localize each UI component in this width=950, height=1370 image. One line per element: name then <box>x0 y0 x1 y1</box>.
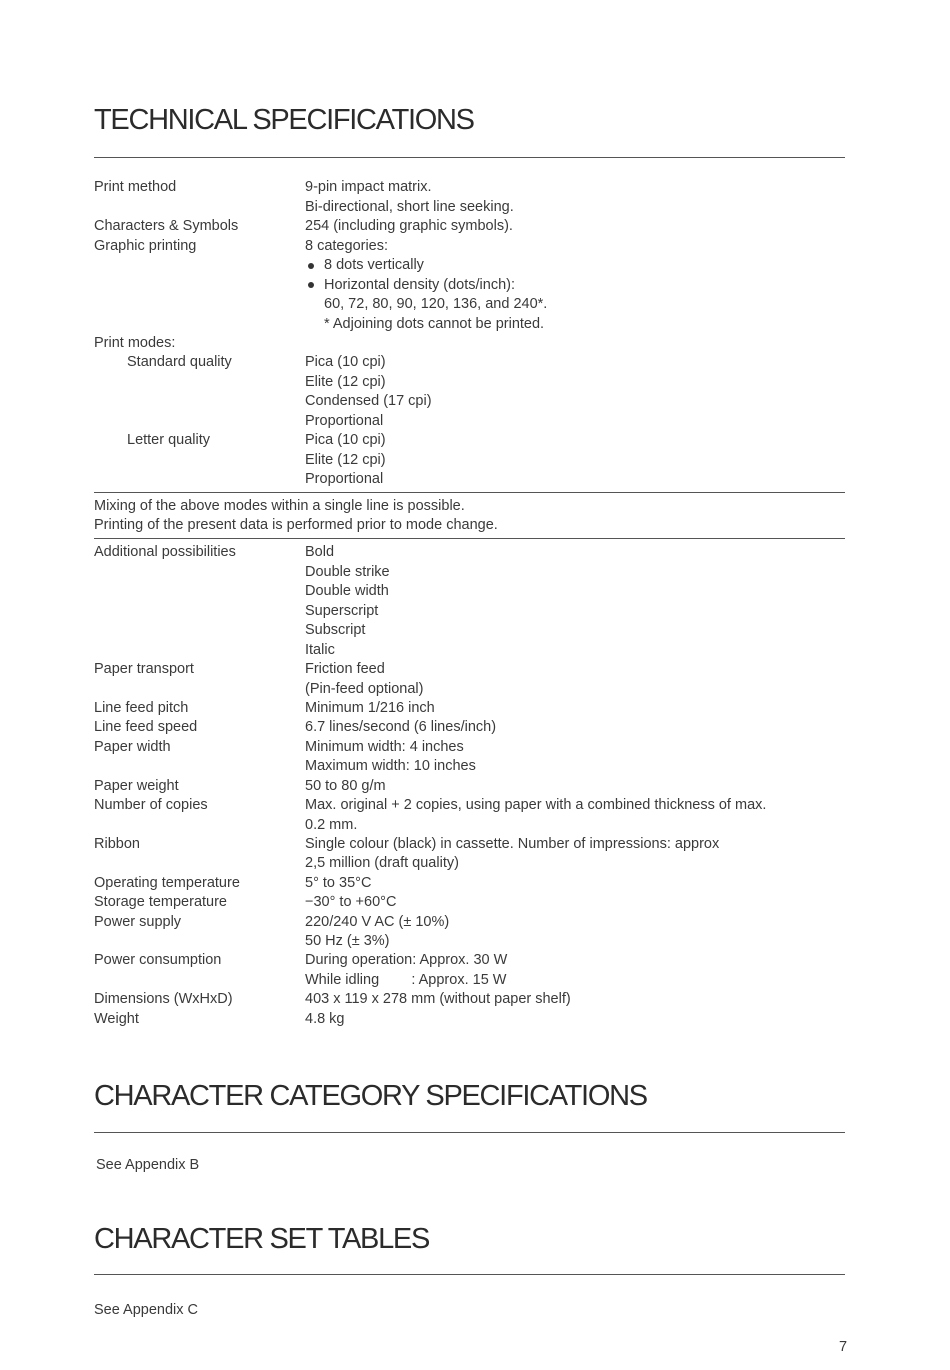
characters-value: 254 (including graphic symbols). <box>305 218 513 234</box>
paper-transport-value: Friction feed <box>305 661 385 677</box>
paper-width-label: Paper width <box>94 739 171 755</box>
graphic-printing-bullet: 8 dots vertically <box>324 257 424 273</box>
modes-note: Mixing of the above modes within a single line is possible. <box>94 498 465 514</box>
additional-label: Additional possibilities <box>94 544 236 560</box>
storage-temperature-label: Storage temperature <box>94 894 227 910</box>
additional-value: Subscript <box>305 622 366 638</box>
power-consumption-label: Power consumption <box>94 952 222 968</box>
paper-width-value: Maximum width: 10 inches <box>305 758 476 774</box>
graphic-printing-label: Graphic printing <box>94 238 197 254</box>
power-consumption-value: While idling : Approx. 15 W <box>305 972 507 988</box>
paper-weight-value: 50 to 80 g/m <box>305 778 386 794</box>
power-supply-value: 50 Hz (± 3%) <box>305 933 390 949</box>
section-rule <box>94 492 845 493</box>
additional-value: Italic <box>305 642 335 658</box>
print-method-label: Print method <box>94 179 177 195</box>
ribbon-value: Single colour (black) in cassette. Number of impressions: approx <box>305 836 720 852</box>
bullet-icon <box>308 263 314 269</box>
section-rule <box>94 538 845 539</box>
power-supply-label: Power supply <box>94 914 182 930</box>
additional-value: Double width <box>305 583 389 599</box>
ribbon-label: Ribbon <box>94 836 140 852</box>
weight-label: Weight <box>94 1011 139 1027</box>
appendix-c-reference: See Appendix C <box>94 1302 198 1318</box>
line-feed-speed-value: 6.7 lines/second (6 lines/inch) <box>305 719 497 735</box>
heading-rule <box>94 157 845 158</box>
dimensions-value: 403 x 119 x 278 mm (without paper shelf) <box>305 991 571 1007</box>
heading-rule <box>94 1132 845 1133</box>
character-set-tables-heading: CHARACTER SET TABLES <box>94 1223 429 1255</box>
copies-label: Number of copies <box>94 797 208 813</box>
characters-label: Characters & Symbols <box>94 218 239 234</box>
standard-quality-value: Pica (10 cpi) <box>305 354 386 370</box>
paper-transport-label: Paper transport <box>94 661 194 677</box>
print-method-value: 9-pin impact matrix. <box>305 179 432 195</box>
dimensions-label: Dimensions (WxHxD) <box>94 991 233 1007</box>
letter-quality-value: Elite (12 cpi) <box>305 452 386 468</box>
letter-quality-label: Letter quality <box>127 432 211 448</box>
standard-quality-label: Standard quality <box>127 354 232 370</box>
appendix-b-reference: See Appendix B <box>96 1157 200 1173</box>
copies-value: 0.2 mm. <box>305 817 358 833</box>
letter-quality-value: Proportional <box>305 471 384 487</box>
print-method-value: Bi-directional, short line seeking. <box>305 199 514 215</box>
power-supply-value: 220/240 V AC (± 10%) <box>305 914 450 930</box>
technical-specifications-heading: TECHNICAL SPECIFICATIONS <box>94 104 474 136</box>
character-category-heading: CHARACTER CATEGORY SPECIFICATIONS <box>94 1080 647 1112</box>
additional-value: Bold <box>305 544 335 560</box>
print-modes-label: Print modes: <box>94 335 176 351</box>
line-feed-pitch-label: Line feed pitch <box>94 700 189 716</box>
additional-value: Double strike <box>305 564 390 580</box>
weight-value: 4.8 kg <box>305 1011 345 1027</box>
graphic-printing-note: * Adjoining dots cannot be printed. <box>324 316 545 332</box>
additional-value: Superscript <box>305 603 379 619</box>
standard-quality-value: Condensed (17 cpi) <box>305 393 432 409</box>
operating-temperature-label: Operating temperature <box>94 875 240 891</box>
heading-rule <box>94 1274 845 1275</box>
copies-value: Max. original + 2 copies, using paper with a combined thickness of max. <box>305 797 767 813</box>
ribbon-value: 2,5 million (draft quality) <box>305 855 459 871</box>
graphic-printing-bullet: Horizontal density (dots/inch): <box>324 277 515 293</box>
graphic-printing-value: 8 categories: <box>305 238 389 254</box>
paper-weight-label: Paper weight <box>94 778 179 794</box>
letter-quality-value: Pica (10 cpi) <box>305 432 386 448</box>
operating-temperature-value: 5° to 35°C <box>305 875 372 891</box>
power-consumption-value: During operation: Approx. 30 W <box>305 952 508 968</box>
line-feed-pitch-value: Minimum 1/216 inch <box>305 700 435 716</box>
paper-width-value: Minimum width: 4 inches <box>305 739 464 755</box>
standard-quality-value: Proportional <box>305 413 384 429</box>
storage-temperature-value: −30° to +60°C <box>305 894 397 910</box>
page-number: 7 <box>839 1339 848 1355</box>
bullet-icon <box>308 282 314 288</box>
paper-transport-value: (Pin-feed optional) <box>305 681 424 697</box>
modes-note: Printing of the present data is performed prior to mode change. <box>94 517 498 533</box>
standard-quality-value: Elite (12 cpi) <box>305 374 386 390</box>
graphic-printing-value: 60, 72, 80, 90, 120, 136, and 240*. <box>324 296 548 312</box>
line-feed-speed-label: Line feed speed <box>94 719 198 735</box>
